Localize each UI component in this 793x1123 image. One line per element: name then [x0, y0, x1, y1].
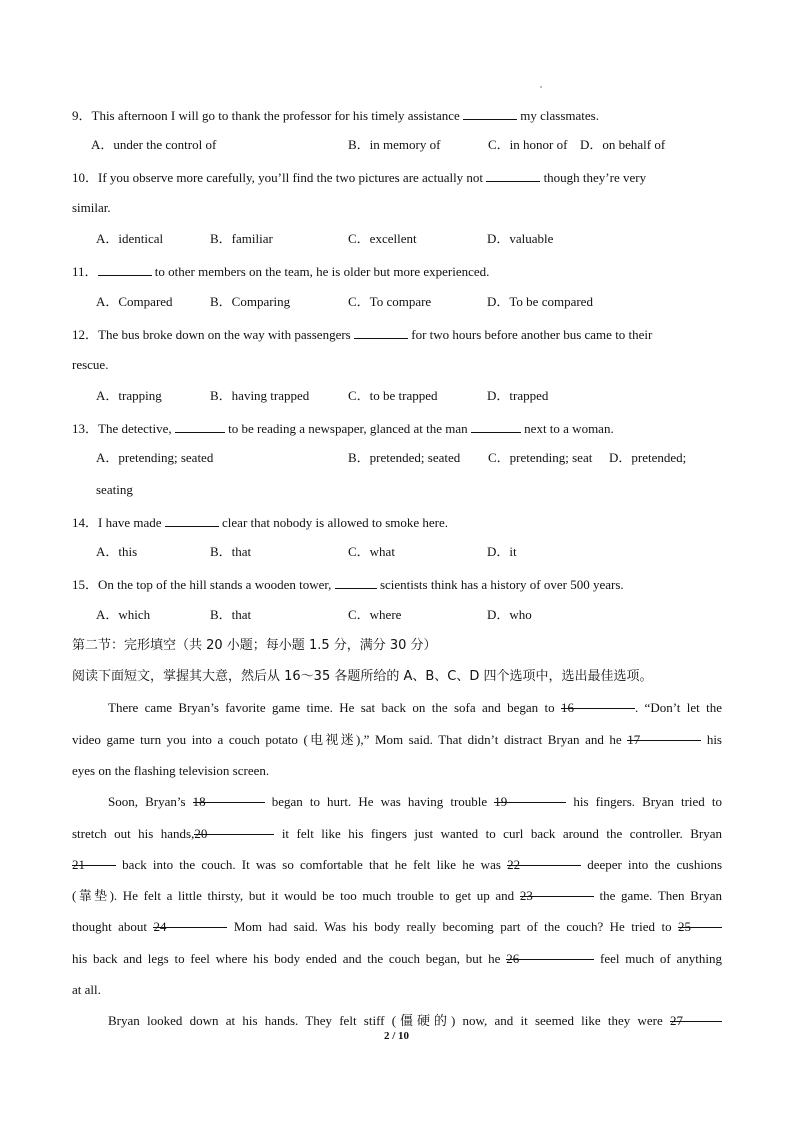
q9-text-start: 9．This afternoon I will go to thank the professor for his timely assistance	[72, 108, 464, 123]
q12-option-d: D．trapped	[487, 388, 549, 403]
q10-option-c: C．excellent	[348, 231, 417, 246]
blank-21: 21	[72, 858, 116, 872]
blank-18: 18	[193, 795, 265, 809]
q13-option-c: C．pretending; seat	[488, 450, 593, 465]
blank-24: 24	[153, 920, 227, 934]
q9-text-end: my classmates.	[517, 108, 599, 123]
q14-text-start: 14．I have made	[72, 515, 165, 530]
q9-option-d: D．on behalf of	[580, 137, 666, 152]
blank-19: 19	[494, 795, 566, 809]
passage-line-1	[108, 700, 722, 716]
section-title: 第二节：完形填空（共 20 小题；每小题 1.5 分，满分 30 分）	[72, 638, 437, 653]
passage-line-5	[72, 826, 722, 842]
passage-line-10: at all.	[72, 982, 101, 997]
passage-text: Soon, Bryan’s	[108, 794, 193, 809]
q10-option-b: B．familiar	[210, 231, 273, 246]
q15-option-b: B．that	[210, 607, 252, 622]
q10-text-end: though they’re very	[540, 170, 647, 185]
q14-option-d: D．it	[487, 544, 517, 559]
q11-option-d: D．To be compared	[487, 294, 593, 309]
q13-option-d: D．pretended;	[609, 450, 687, 465]
q11-option-b: B．Comparing	[210, 294, 291, 309]
passage-text: thought about	[72, 919, 154, 934]
q13-text-start: 13．The detective,	[72, 421, 175, 436]
passage-line-7	[72, 888, 722, 904]
q11-option-c: C．To compare	[348, 294, 432, 309]
question-11	[72, 262, 489, 280]
q12-option-b: B．having trapped	[210, 388, 310, 403]
passage-text: back into the couch. It was so comfortable that he felt like he was	[116, 857, 508, 872]
passage-line-9	[72, 951, 722, 967]
passage-text: Bryan looked down at his hands. They felt stiff (僵硬的) now, and it seemed like they were	[108, 1013, 670, 1028]
q10-option-a: A．identical	[96, 231, 164, 246]
q12-text-end: for two hours before another bus came to their	[407, 327, 653, 342]
blank-22: 22	[507, 858, 581, 872]
question-9	[72, 106, 599, 124]
q9-option-b: B．in memory of	[348, 137, 441, 152]
passage-text: it felt like his fingers just wanted to curl back around the controller. Bryan	[274, 826, 722, 841]
q9-option-c: C．in honor of	[488, 137, 568, 152]
q10-continuation: similar.	[72, 200, 111, 215]
passage-text: began to hurt. He was having trouble	[264, 794, 495, 809]
passage-text: video game turn you into a couch potato (电视迷),” Mom said. That didn’t distract Bryan and he	[72, 732, 628, 747]
q9-option-a: A．under the control of	[91, 137, 217, 152]
q15-option-a: A．which	[96, 607, 151, 622]
passage-text: the game. Then Bryan	[593, 888, 722, 903]
q14-option-b: B．that	[210, 544, 252, 559]
passage-line-6	[72, 857, 722, 873]
q13-blank-2	[471, 419, 521, 433]
q14-option-c: C．what	[348, 544, 395, 559]
q13-option-d-continuation: seating	[96, 482, 133, 497]
q15-option-d: D．who	[487, 607, 532, 622]
question-13	[72, 419, 614, 437]
passage-line-11	[108, 1013, 722, 1029]
passage-text: deeper into the cushions	[581, 857, 723, 872]
q15-option-c: C．where	[348, 607, 402, 622]
q15-text-end: scientists think has a history of over 500 years.	[376, 577, 624, 592]
passage-line-3: eyes on the flashing television screen.	[72, 763, 270, 778]
passage-text: (靠垫). He felt a little thirsty, but it would be too much trouble to get up and	[72, 888, 520, 903]
blank-17: 17	[627, 733, 701, 747]
q11-text: to other members on the team, he is older but more experienced.	[151, 264, 490, 279]
page-number: 2 / 10	[383, 1030, 410, 1042]
passage-text: stretch out his hands,	[72, 826, 195, 841]
q13-text-mid: to be reading a newspaper, glanced at the man	[224, 421, 471, 436]
q12-option-a: A．trapping	[96, 388, 162, 403]
q12-text-start: 12．The bus broke down on the way with passengers	[72, 327, 354, 342]
q9-blank	[463, 106, 517, 120]
scan-dot	[540, 86, 542, 88]
blank-25: 25	[678, 920, 722, 934]
q11-blank	[98, 262, 152, 276]
passage-text: his back and legs to feel where his body ended and the couch began, but he	[72, 951, 507, 966]
passage-line-2	[72, 732, 722, 748]
q13-option-a: A．pretending; seated	[96, 450, 214, 465]
question-14	[72, 513, 448, 531]
q10-text-start: 10．If you observe more carefully, you’ll find the two pictures are actually not	[72, 170, 487, 185]
question-12	[72, 325, 652, 343]
q13-blank-1	[175, 419, 225, 433]
passage-text: his fingers. Bryan tried to	[566, 794, 722, 809]
blank-23: 23	[520, 889, 594, 903]
passage-text: . “Don’t let the	[634, 700, 722, 715]
q14-option-a: A．this	[96, 544, 138, 559]
q15-text-start: 15．On the top of the hill stands a wooden tower,	[72, 577, 335, 592]
question-10	[72, 168, 646, 186]
q15-blank	[335, 575, 377, 589]
q12-option-c: C．to be trapped	[348, 388, 438, 403]
q13-option-b: B．pretended; seated	[348, 450, 461, 465]
passage-text: There came Bryan’s favorite game time. He sat back on the sofa and began to	[108, 700, 561, 715]
blank-20: 20	[194, 827, 274, 841]
blank-26: 26	[506, 952, 594, 966]
section-instruction: 阅读下面短文，掌握其大意，然后从 16～35 各题所给的 A、B、C、D 四个选项中，选出最佳选项。	[72, 669, 653, 684]
passage-text: his	[701, 732, 722, 747]
blank-27: 27	[670, 1014, 722, 1028]
passage-line-8	[72, 919, 722, 935]
question-15	[72, 575, 624, 593]
q14-text-end: clear that nobody is allowed to smoke here.	[218, 515, 449, 530]
q13-text-end: next to a woman.	[520, 421, 614, 436]
q10-blank	[486, 168, 540, 182]
passage-line-4	[108, 794, 722, 810]
passage-text: Mom had said. Was his body really becoming part of the couch? He tried to	[227, 919, 678, 934]
blank-16: 16	[561, 701, 635, 715]
q11-option-a: A．Compared	[96, 294, 173, 309]
q14-blank	[165, 513, 219, 527]
q10-option-d: D．valuable	[487, 231, 554, 246]
q11-number: 11．	[72, 264, 98, 279]
q12-blank	[354, 325, 408, 339]
passage-text: feel much of anything	[594, 951, 722, 966]
q12-continuation: rescue.	[72, 357, 109, 372]
